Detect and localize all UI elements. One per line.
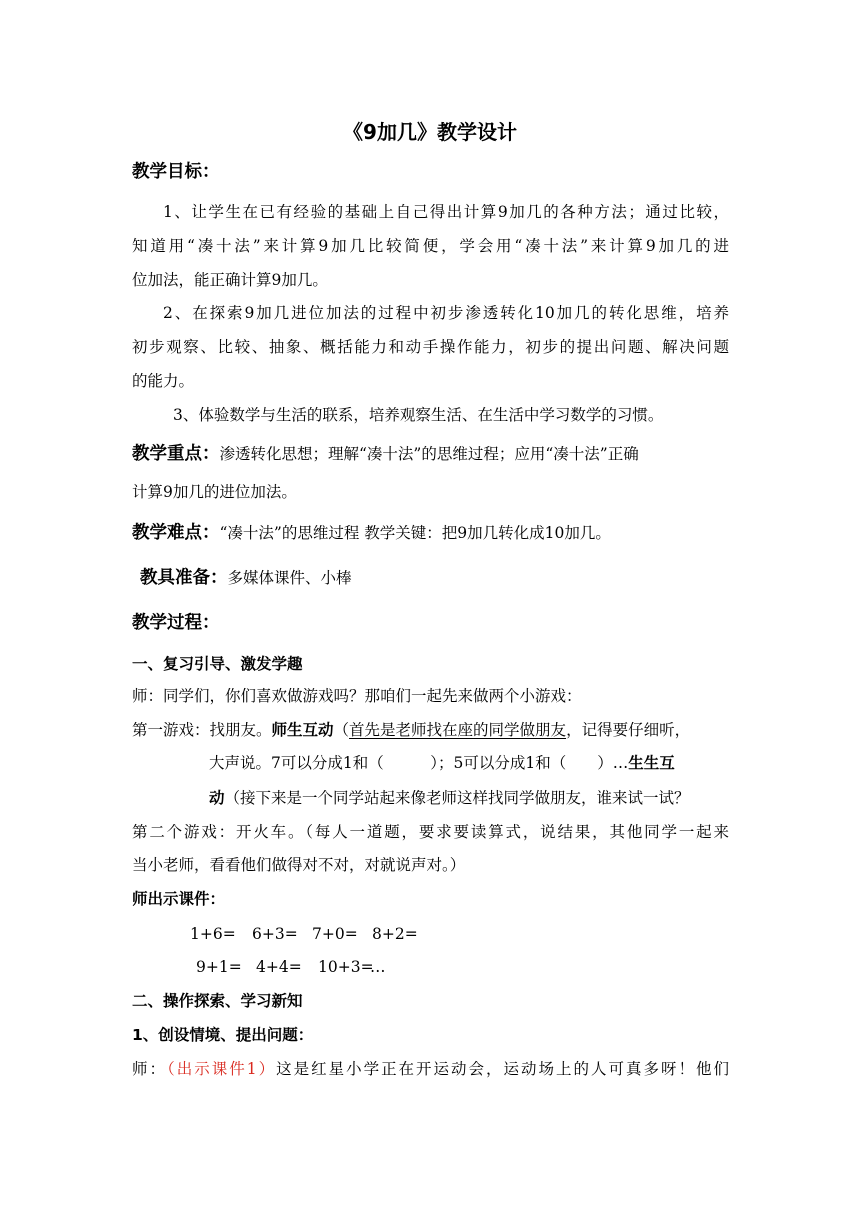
key-points-label: 教学重点： — [132, 444, 220, 464]
objective-3: 3、体验数学与生活的联系，培养观察生活、在生活中学习数学的习惯。 — [173, 406, 664, 424]
section-2-heading: 二、操作探索、学习新知 — [132, 992, 303, 1010]
equation-2-3: 10+3= — [318, 958, 374, 976]
game-1-line-3-text: （接下来是一个同学站起来像老师这样找同学做朋友，谁来试一试？ — [224, 789, 690, 807]
section-1-heading: 一、复习引导、激发学趣 — [132, 655, 303, 673]
objective-2-line-3: 的能力。 — [132, 372, 195, 390]
materials-text: 多媒体课件、小棒 — [227, 569, 352, 587]
difficulties-line — [132, 523, 611, 543]
final-rest: 这是红星小学正在开运动会，运动场上的人可真多呀！他们 — [276, 1060, 729, 1078]
key-points-text: 渗透转化思想；理解“凑十法”的思维过程；应用“凑十法”正确 — [219, 445, 639, 463]
equation-1-3: 7+0= — [312, 925, 358, 943]
equation-2-2: 4+4= — [256, 958, 302, 976]
objective-1-line-2: 知道用“凑十法”来计算9加几比较简便，学会用“凑十法”来计算9加几的进 — [132, 237, 729, 255]
final-prefix: 师： — [132, 1060, 167, 1078]
game-1-rest: ，记得要仔细听， — [566, 721, 691, 739]
materials-label: 教具准备： — [140, 568, 228, 588]
game-1-line-2 — [209, 753, 675, 773]
difficulties-label: 教学难点： — [132, 523, 220, 543]
game-1-prefix: 第一游戏：找朋友。 — [132, 721, 272, 739]
courseware-label: 师出示课件： — [132, 890, 226, 908]
game-1-underlined: 首先是老师找在座的同学做朋友 — [349, 721, 567, 739]
game-1-line-3-bold: 动 — [209, 789, 225, 807]
process-heading: 教学过程： — [132, 613, 220, 633]
game-1-line-2-text: 大声说。7可以分成1和（ ）；5可以分成1和（ ）… — [209, 754, 629, 772]
game-1-paren: （ — [333, 721, 350, 739]
game-1-line-1 — [132, 720, 690, 740]
equation-2-4: … — [370, 958, 386, 976]
final-red-note: （出示课件1） — [167, 1060, 277, 1078]
final-line — [132, 1059, 729, 1079]
subsection-1-heading: 1、创设情境、提出问题： — [132, 1026, 314, 1044]
game-1-bold: 师生互动 — [271, 721, 334, 739]
key-points-line-1 — [132, 444, 729, 464]
objectives-heading: 教学目标： — [132, 162, 220, 182]
equation-1-4: 8+2= — [372, 925, 418, 943]
game-2-line-2: 当小老师，看看他们做得对不对，对就说声对。） — [132, 856, 466, 874]
objective-1-line-3: 位加法，能正确计算9加几。 — [132, 271, 328, 289]
game-1-line-2-bold: 生生互 — [628, 754, 675, 772]
objective-1-line-1: 1、让学生在已有经验的基础上自己得出计算9加几的各种方法；通过比较， — [163, 203, 729, 221]
game-1-line-3 — [209, 788, 690, 808]
difficulties-text: “凑十法”的思维过程 教学关键：把9加几转化成10加几。 — [219, 524, 611, 542]
materials-line — [140, 568, 352, 588]
key-points-line-2: 计算9加几的进位加法。 — [132, 483, 297, 501]
equation-2-1: 9+1= — [196, 958, 242, 976]
objective-2-line-2: 初步观察、比较、抽象、概括能力和动手操作能力，初步的提出问题、解决问题 — [132, 338, 729, 356]
teacher-intro: 师：同学们，你们喜欢做游戏吗？那咱们一起先来做两个小游戏： — [132, 687, 582, 705]
document-title: 《9加几》教学设计 — [343, 120, 517, 144]
objective-2-line-1: 2、在探索9加几进位加法的过程中初步渗透转化10加几的转化思维，培养 — [163, 304, 729, 322]
equation-1-2: 6+3= — [252, 925, 298, 943]
equation-1-1: 1+6= — [190, 925, 236, 943]
game-2-line-1: 第二个游戏：开火车。（每人一道题，要求要读算式，说结果，其他同学一起来 — [132, 823, 729, 841]
